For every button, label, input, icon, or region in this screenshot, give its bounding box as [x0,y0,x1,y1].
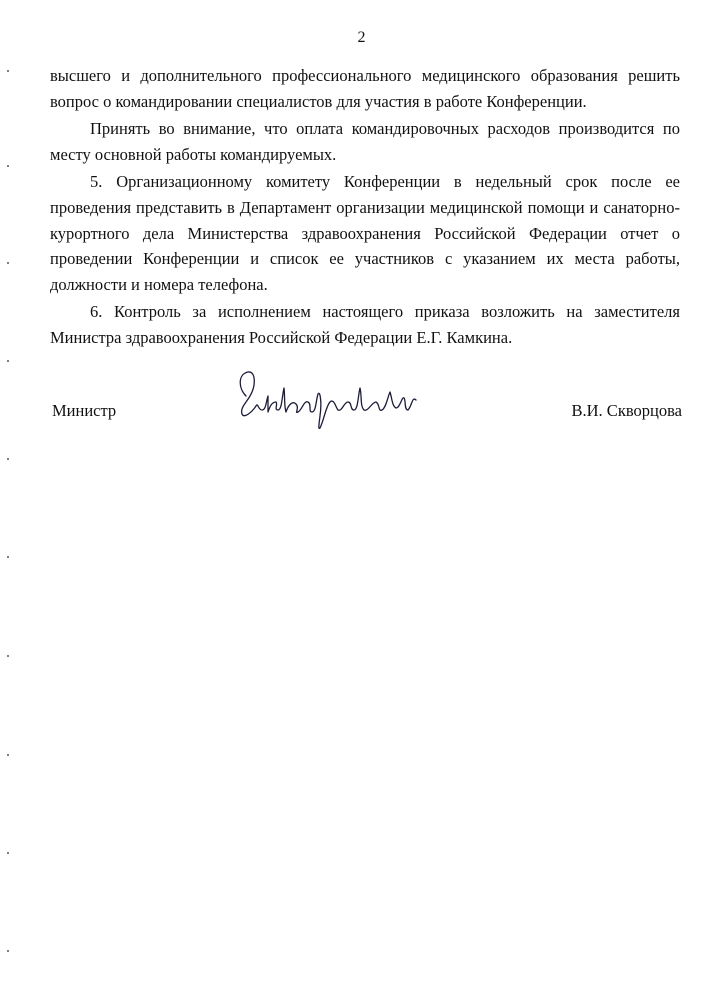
signature-block [50,398,682,428]
paragraph-item-5: 5. Организационному комитету Конференции в недельный срок после ее проведения представить в Департамент организации медицинской помощи и санаторно-курортного дела Министерства здравоохранения Российской Федерации отчет о проведении Конференции и список ее участников с указанием их места работы, должности и номера телефона. [50,172,680,294]
paragraph-travel-expenses: Принять во внимание, что оплата командировочных расходов производится по месту основной работы командируемых. [50,119,680,164]
margin-speck [7,950,9,952]
margin-speck [7,852,9,854]
margin-speck [7,458,9,460]
document-body [50,63,680,353]
margin-speck [7,262,9,264]
margin-speck [7,754,9,756]
margin-speck [7,360,9,362]
paragraph-item-6: 6. Контроль за исполнением настоящего приказа возложить на заместителя Министра здравоохранения Российской Федерации Е.Г. Камкина. [50,302,680,347]
paragraph-continuation: высшего и дополнительного профессионального медицинского образования решить вопрос о командировании специалистов для участия в работе Конференции. [50,66,680,111]
signatory-name: В.И. Скворцова [571,401,682,420]
margin-speck [7,655,9,657]
margin-speck [7,70,9,72]
signatory-title: Министр [52,401,117,420]
margin-speck [7,165,9,167]
margin-speck [7,556,9,558]
page-number: 2 [357,29,366,46]
